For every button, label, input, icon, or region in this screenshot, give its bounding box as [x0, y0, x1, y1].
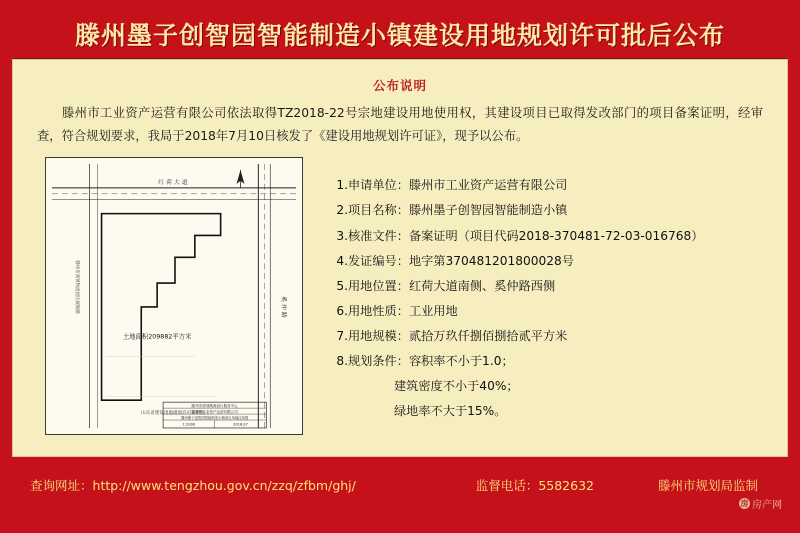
list-item — [331, 198, 769, 223]
item-number: 1. — [336, 178, 348, 193]
content-panel — [12, 59, 788, 457]
item-number: 6. — [336, 303, 348, 318]
watermark — [739, 496, 782, 511]
panel-paragraph — [37, 102, 763, 147]
watermark-text: 房产网 — [752, 500, 782, 511]
paragraph-text: 滕州市工业资产运营有限公司依法取得TZ2018-22号宗地建设用地使用权，其建设项目已取得发改部门的项目备案证明，经审查，符合规划要求，我局于2018年7月10日核发了《建设用地规划许可证》，现予以公布。 — [37, 106, 763, 143]
item-label: 项目名称： — [348, 203, 409, 218]
item-value: 地字第370481201800028号 — [408, 253, 574, 268]
info-list — [331, 173, 769, 423]
item-value: 滕州墨子创智园智能制造小镇 — [408, 203, 568, 218]
footer-website — [12, 476, 356, 494]
page-title: 滕州墨子创智园智能制造小镇建设用地规划许可批后公布 — [74, 21, 725, 50]
svg-text:滕州墨子创智园智能制造小镇项目用地红线图: 滕州墨子创智园智能制造小镇项目用地红线图 — [181, 416, 249, 421]
website-url[interactable]: http://www.tengzhou.gov.cn/zzq/zfbm/ghj/ — [92, 478, 356, 493]
panel-heading: 公布说明 — [372, 78, 427, 93]
list-item — [331, 274, 769, 299]
item-label: 规划条件： — [348, 353, 409, 368]
svg-text:滕州市商贸物流园区规划路: 滕州市商贸物流园区规划路 — [73, 260, 79, 315]
poster-title-band — [12, 10, 788, 59]
svg-text:红 荷 大 道: 红 荷 大 道 — [158, 179, 188, 187]
item-value: 备案证明（项目代码2018-370481-72-03-016768） — [408, 228, 704, 243]
footer-issuer: 滕州市规划局监制 — [657, 478, 758, 493]
phone-label: 监督电话： — [475, 478, 539, 493]
svg-text:1:2000: 1:2000 — [182, 422, 196, 427]
item-value: 贰拾万玖仟捌佰捌拾贰平方米 — [408, 328, 568, 343]
item-number: 7. — [336, 328, 348, 343]
svg-text:滕州市工业资产运营有限公司: 滕州市工业资产运营有限公司 — [191, 410, 238, 415]
item-number: 2. — [336, 203, 348, 218]
item-value: 容积率不小于1.0； — [408, 353, 514, 368]
svg-text:2018.07: 2018.07 — [233, 422, 248, 427]
item-number: 3. — [336, 228, 348, 243]
item-value: 工业用地 — [408, 303, 458, 318]
svg-text:山东省建设用地规划许可证附图: 山东省建设用地规划许可证附图 — [141, 411, 205, 417]
planning-condition-line: 绿地率不大于15%。 — [394, 403, 507, 418]
item-number: 4. — [336, 253, 348, 268]
item-value: 滕州市工业资产运营有限公司 — [408, 178, 568, 193]
svg-text:土地面积209882平方米: 土地面积209882平方米 — [122, 334, 192, 342]
item-label: 核准文件： — [348, 228, 409, 243]
svg-text:滕州市规划勘测设计服务中心: 滕州市规划勘测设计服务中心 — [191, 404, 238, 409]
watermark-dot-icon: 房 — [740, 499, 749, 508]
svg-text:奚 仲 路: 奚 仲 路 — [280, 296, 288, 319]
poster-footer — [12, 457, 788, 513]
item-number: 5. — [336, 278, 348, 293]
site-plan-svg — [46, 158, 302, 434]
phone-number: 5582632 — [538, 478, 594, 493]
list-item — [331, 224, 769, 249]
item-label: 申请单位： — [348, 178, 409, 193]
list-item — [331, 173, 769, 198]
list-item — [331, 324, 769, 349]
website-label: 查询网址： — [30, 478, 93, 493]
list-item — [331, 249, 769, 274]
item-value: 红荷大道南侧、奚仲路西侧 — [408, 278, 556, 293]
item-label: 发证编号： — [348, 253, 409, 268]
planning-condition-line: 建筑密度不小于40%； — [394, 378, 519, 393]
site-plan-map — [45, 157, 303, 435]
content-row — [31, 157, 769, 435]
footer-phone — [476, 476, 594, 494]
item-label: 用地位置： — [348, 278, 409, 293]
list-item — [331, 349, 769, 374]
item-label: 用地性质： — [348, 303, 409, 318]
item-number: 8. — [336, 353, 348, 368]
item-label: 用地规模： — [348, 328, 409, 343]
list-item — [331, 299, 769, 324]
